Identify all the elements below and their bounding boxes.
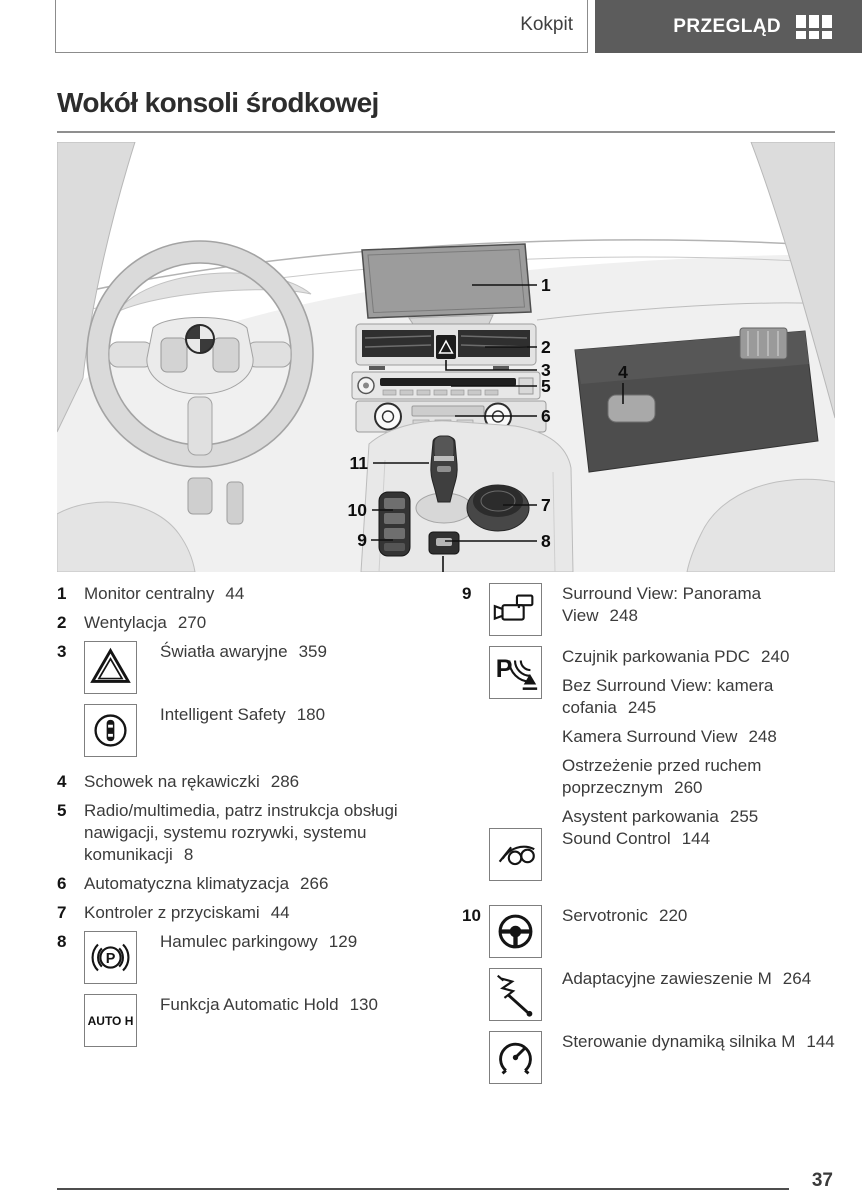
item-number: 5 [57, 801, 67, 820]
right-air-vent [740, 328, 787, 359]
callout-3: 3 [541, 360, 551, 380]
legend-row-engine-dynamics [462, 1031, 840, 1084]
svg-text:P: P [105, 950, 116, 967]
auto-hold-icon [84, 994, 137, 1047]
title-block [57, 87, 835, 133]
legend-label: Funkcja Automatic Hold [160, 995, 339, 1014]
legend-label: Schowek na rękawiczki [84, 772, 260, 791]
legend-label: Asystent parkowania [562, 807, 719, 826]
item-number: 7 [57, 903, 67, 922]
legend-row-hazard [57, 641, 445, 694]
svg-text:P: P [495, 654, 513, 683]
legend-row-auto-hold [57, 994, 445, 1047]
intelligent-safety-icon [84, 704, 137, 757]
legend-label: Kontroler z przyciskami [84, 903, 260, 922]
legend-row-controller [57, 902, 445, 924]
callout-10: 10 [347, 500, 367, 520]
parking-assist-buttons [379, 492, 410, 556]
legend-label: Automatyczna klimatyzacja [84, 874, 290, 893]
grid-icon [796, 15, 832, 39]
callout-6: 6 [541, 406, 551, 426]
legend-row-climate [57, 873, 445, 895]
legend-left-column [57, 583, 445, 1047]
legend-label: Radio/multimedia, patrz instrukcja obsługi nawigacji, systemu rozrywki, systemu komunikacji [84, 801, 398, 864]
page-ref: 255 [729, 807, 759, 826]
header-overview-bar [595, 0, 862, 53]
parking-brake-switch [429, 532, 459, 554]
auto-hold-icon-label: AUTO H [87, 1013, 134, 1028]
callout-7: 7 [541, 495, 551, 515]
legend-label: Ostrzeżenie przed ruchem poprzecznym [562, 756, 762, 797]
legend-row-ventilation [57, 612, 445, 634]
legend-row-parking-brake [57, 931, 445, 984]
legend-right-column [462, 583, 840, 1084]
surround-view-camera-icon [489, 583, 542, 636]
item-number: 10 [462, 906, 481, 925]
callout-5: 5 [541, 376, 551, 396]
legend-label: Hamulec parkingowy [160, 932, 318, 951]
legend-row-glovebox [57, 771, 445, 793]
adaptive-suspension-icon [489, 968, 542, 1021]
hazard-warning-icon [84, 641, 137, 694]
legend-row-surround-view [462, 583, 840, 636]
header-tab-label: Kokpit [520, 14, 573, 35]
legend-label: Bez Surround View: kamera cofania [562, 676, 774, 717]
page-ref: 180 [296, 705, 326, 724]
page-ref: 144 [806, 1032, 835, 1051]
parking-brake-icon [84, 931, 137, 984]
item-number: 2 [57, 613, 67, 632]
item-number: 8 [57, 932, 67, 951]
item-number: 3 [57, 642, 67, 661]
page-ref: 286 [270, 772, 300, 791]
page-ref: 130 [349, 995, 378, 1014]
page-ref: 260 [674, 778, 703, 797]
page-ref: 359 [298, 642, 327, 661]
footer-rule [57, 1188, 789, 1190]
page-ref: 129 [328, 932, 358, 951]
page-title: Wokół konsoli środkowej [57, 87, 379, 118]
header-overview-label: PRZEGLĄD [673, 15, 781, 37]
dashboard-illustration [57, 142, 835, 572]
item-number: 9 [462, 584, 472, 603]
hazard-button [436, 335, 456, 359]
servotronic-steering-icon [489, 905, 542, 958]
legend-label: Kamera Surround View [562, 727, 738, 746]
pdc-parking-sensor-icon [489, 646, 542, 699]
callout-4: 4 [618, 362, 628, 382]
page-ref: 220 [658, 906, 688, 925]
idrive-controller [467, 485, 529, 531]
page-ref: 240 [761, 647, 790, 666]
legend-row-adaptive-suspension [462, 968, 840, 1021]
page-ref: 266 [300, 874, 329, 893]
page-ref: 248 [609, 606, 638, 625]
item-number: 1 [57, 584, 67, 603]
legend-label: Wentylacja [84, 613, 167, 632]
callout-11: 11 [349, 453, 368, 473]
legend-label: Intelligent Safety [160, 705, 286, 724]
page-ref: 144 [681, 829, 711, 848]
page-ref: 245 [627, 698, 657, 717]
legend-row-monitor [57, 583, 445, 605]
engine-dynamics-icon [489, 1031, 542, 1084]
page-ref: 270 [177, 613, 207, 632]
legend-row-servotronic [462, 905, 840, 958]
header-tab-box [55, 0, 588, 53]
item-number: 6 [57, 874, 67, 893]
legend-label: Servotronic [562, 906, 648, 925]
legend-label: Monitor centralny [84, 584, 215, 603]
legend-label: Czujnik parkowania PDC [562, 647, 751, 666]
legend-label: Sound Control [562, 829, 671, 848]
legend-label: Światła awaryjne [160, 642, 288, 661]
page-ref: 44 [225, 584, 245, 603]
callout-2: 2 [541, 337, 551, 357]
legend-row-pdc [462, 646, 840, 828]
page-ref: 8 [183, 845, 194, 864]
item-number: 4 [57, 772, 67, 791]
sound-control-icon [489, 828, 542, 881]
legend-label: Sterowanie dynamiką silnika M [562, 1032, 796, 1051]
legend-row-intelligent-safety [57, 704, 445, 757]
glovebox-handle [608, 395, 655, 422]
legend-label: Adaptacyjne zawieszenie M [562, 969, 772, 988]
page-ref: 248 [748, 727, 777, 746]
legend-label: Surround View: Panorama View [562, 584, 762, 625]
callout-1: 1 [541, 275, 551, 295]
page-number: 37 [811, 1170, 833, 1191]
bmw-roundel-icon [186, 325, 214, 353]
legend-row-sound-control [462, 828, 840, 881]
callout-8: 8 [541, 531, 551, 551]
legend-row-radio [57, 800, 445, 866]
page-ref: 44 [270, 903, 290, 922]
dashboard-svg [57, 142, 835, 572]
callout-9: 9 [357, 530, 367, 550]
page-ref: 264 [782, 969, 812, 988]
